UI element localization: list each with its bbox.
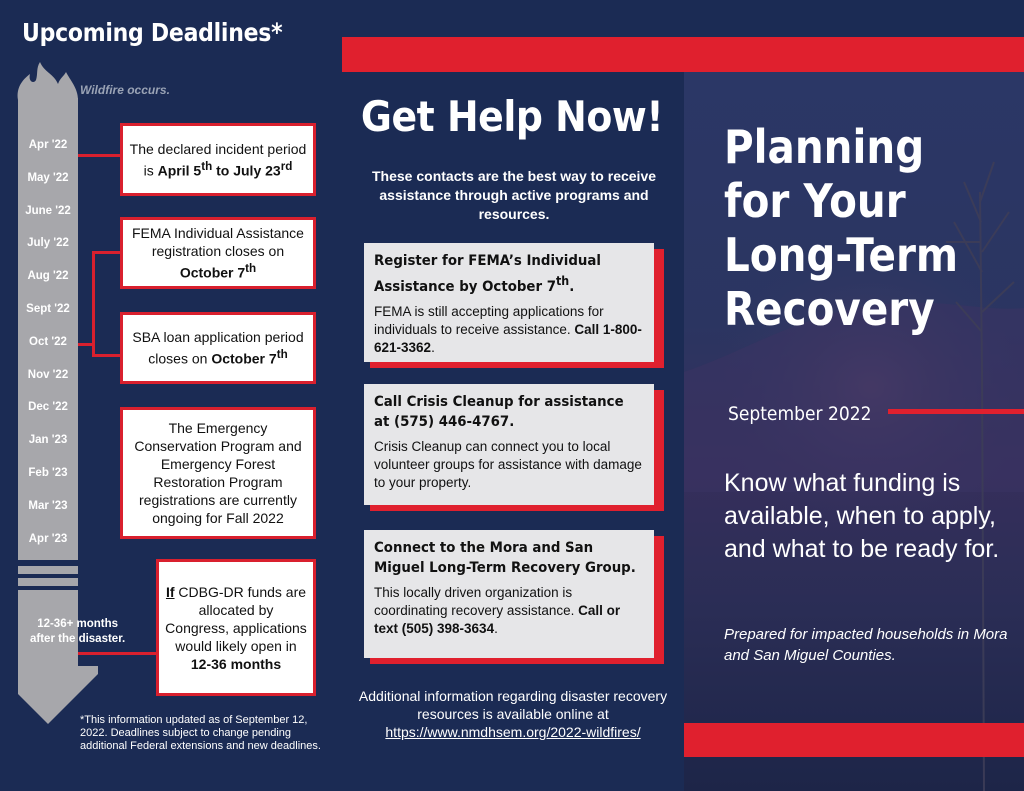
timeline-panel [0, 0, 340, 791]
cover-title: Planning for Your Long-Term Recovery [724, 120, 959, 336]
deadline-conservation-programs: The Emergency Conservation Program and Emergency Forest Restoration Program registrations are currently ongoing for Fall 2022 [120, 407, 316, 539]
connector-line [78, 154, 122, 157]
timeline-bar [18, 98, 78, 560]
card-crisis-title: Call Crisis Cleanup for assistance at (575) 446-4767. [374, 394, 624, 430]
timeline-month: July '22 [27, 237, 69, 250]
help-subtitle: These contacts are the best way to receive assistance through active programs and resources. [372, 168, 657, 222]
timeline-month: Feb '23 [28, 467, 68, 479]
flame-icon [14, 60, 84, 102]
timeline-end-label: 12-36+ months after the disaster. [30, 618, 126, 645]
timeline-month: Jan '23 [28, 434, 68, 447]
card-recovery-group [364, 530, 654, 658]
card-fema-body: FEMA is still accepting applications for individuals to receive assistance. Call 1-800-621-3362. [374, 303, 642, 355]
connector-line [92, 354, 122, 357]
resources-link[interactable]: https://www.nmdhsem.org/2022-wildfires/ [385, 724, 641, 740]
timeline-month: Apr '23 [28, 532, 68, 545]
timeline-month: May '22 [27, 171, 69, 184]
top-red-bar [342, 37, 1024, 72]
cover-date: September 2022 [728, 403, 872, 425]
cover-prepared-for: Prepared for impacted households in Mora and San Miguel Counties. [724, 626, 1008, 664]
timeline-stripe [18, 578, 78, 586]
timeline-month: Nov '22 [27, 368, 69, 381]
connector-line [92, 251, 122, 254]
card-recovery-title: Connect to the Mora and San Miguel Long-Term Recovery Group. [374, 540, 636, 576]
timeline-month: Sept '22 [26, 303, 70, 315]
timeline-heading: Upcoming Deadlines* [22, 18, 283, 47]
cover-tagline: Know what funding is available, when to apply, and what to be ready for. [724, 469, 1000, 563]
card-fema-title: Register for FEMA’s Individual Assistance by October 7th. [374, 253, 601, 295]
timeline-month: Apr '22 [28, 139, 68, 151]
card-crisis-cleanup [364, 384, 654, 505]
card-fema [364, 243, 654, 362]
timeline-month: Oct '22 [29, 335, 67, 348]
wildfire-start-label: Wildfire occurs. [80, 83, 170, 97]
connector-line [78, 652, 158, 655]
timeline-stripe [18, 566, 78, 574]
bottom-red-bar [684, 723, 1024, 757]
timeline-month: Dec '22 [28, 401, 68, 414]
deadline-cdbg-dr: If CDBG-DR funds are allocated by Congress, applications would likely open in 12-36 months [156, 559, 316, 696]
card-crisis-body: Crisis Cleanup can connect you to local volunteer groups for assistance with damage to your property. [374, 439, 642, 490]
date-red-line [888, 409, 1024, 414]
timeline-stripe [18, 590, 78, 598]
connector-line [78, 343, 94, 346]
deadline-incident-period: The declared incident period is April 5th to July 23rd [120, 123, 316, 196]
timeline-month: June '22 [25, 204, 71, 217]
deadline-sba-loan: SBA loan application period closes on October 7th [120, 312, 316, 384]
connector-line [92, 251, 95, 357]
timeline-month: Aug '22 [27, 270, 69, 283]
additional-info: Additional information regarding disaster recovery resources is available online at https://www.nmdhsem.org/2022-wildfires/ [358, 688, 668, 740]
card-recovery-body: This locally driven organization is coordinating recovery assistance. Call or text (505) 398-3634. [374, 585, 621, 636]
timeline-month: Mar '23 [28, 499, 68, 512]
help-title: Get Help Now! [360, 92, 664, 141]
deadline-fema-registration: FEMA Individual Assistance registration closes on October 7th [120, 217, 316, 289]
footnote: *This information updated as of September 12, 2022. Deadlines subject to change pending additional Federal extensions and new deadlines. [80, 714, 321, 752]
